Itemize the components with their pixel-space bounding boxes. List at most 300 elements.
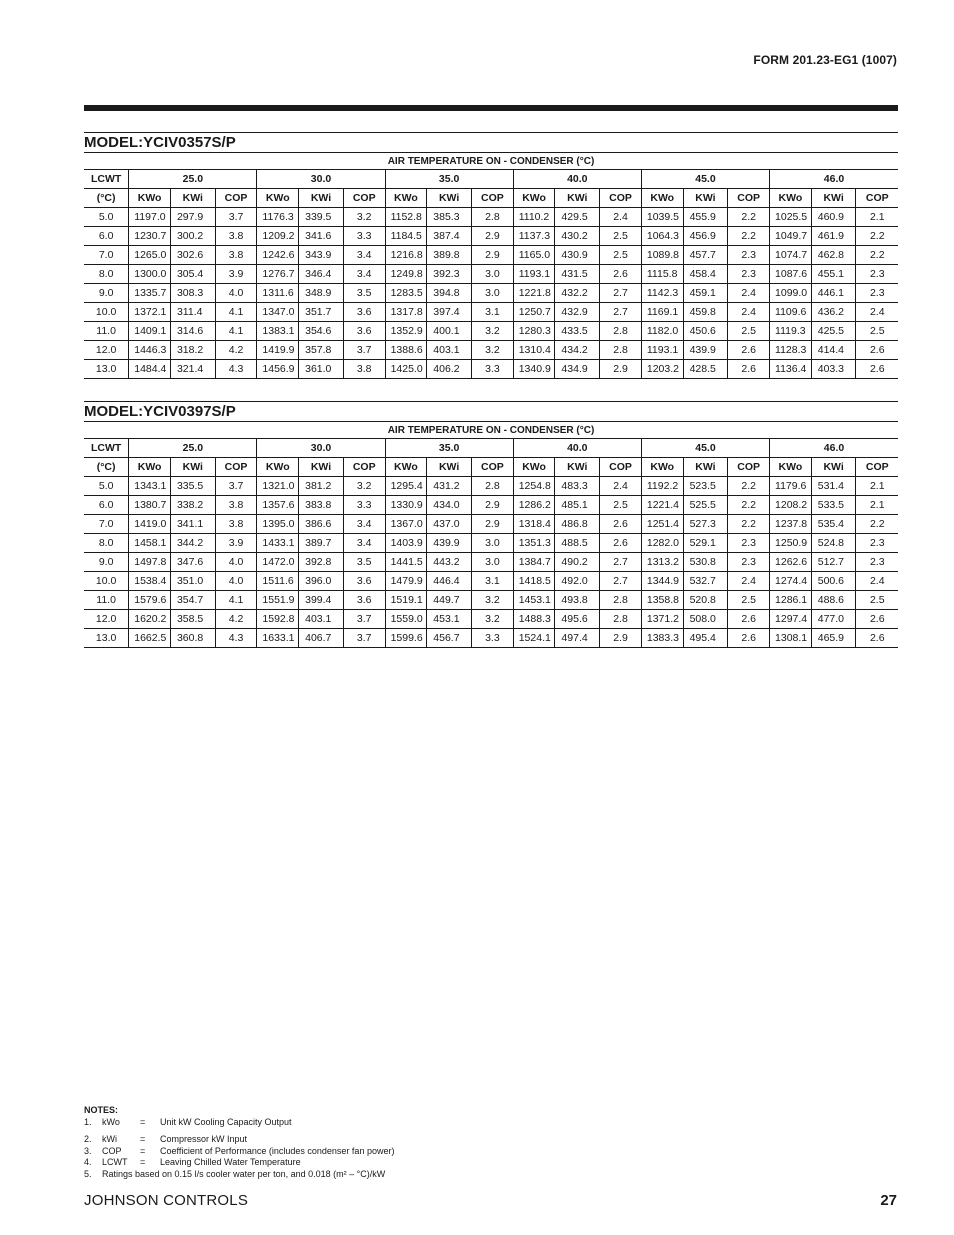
note-number: 4. [84,1157,92,1167]
cop-cell: 3.7 [343,629,385,648]
note-abbreviation: kWo [102,1116,120,1127]
kwi-cell: 348.9 [299,284,344,303]
model-section-1 [84,132,898,379]
kwi-cell: 483.3 [555,477,600,496]
lcwt-cell: 8.0 [84,534,129,553]
cop-header: COP [728,458,770,477]
cop-cell: 2.6 [856,629,898,648]
cop-cell: 2.5 [856,322,898,341]
kwo-cell: 1433.1 [257,534,299,553]
kwo-cell: 1484.4 [129,360,171,379]
air-temperature-header: 25.0 [129,170,257,189]
cop-header: COP [343,458,385,477]
cop-cell: 3.6 [343,303,385,322]
note-equals: = [140,1145,146,1156]
kwo-cell: 1169.1 [641,303,683,322]
cop-cell: 3.8 [215,246,257,265]
kwo-cell: 1458.1 [129,534,171,553]
cop-cell: 2.1 [856,496,898,515]
cop-cell: 3.3 [343,496,385,515]
notes-block [84,1105,394,1180]
kwi-cell: 381.2 [299,477,344,496]
kwo-cell: 1371.2 [641,610,683,629]
kwi-cell: 436.2 [811,303,856,322]
lcwt-cell: 9.0 [84,284,129,303]
cop-cell: 2.3 [728,553,770,572]
kwo-cell: 1115.8 [641,265,683,284]
kwi-cell: 485.1 [555,496,600,515]
kwi-cell: 449.7 [427,591,472,610]
kwi-cell: 354.6 [299,322,344,341]
table-row [84,515,898,534]
kwi-cell: 394.8 [427,284,472,303]
cop-cell: 2.5 [856,591,898,610]
kwo-cell: 1049.7 [770,227,812,246]
kwi-cell: 486.8 [555,515,600,534]
kwo-cell: 1633.1 [257,629,299,648]
cop-cell: 3.0 [472,284,514,303]
kwi-cell: 434.2 [555,341,600,360]
kwi-cell: 488.5 [555,534,600,553]
kwo-cell: 1456.9 [257,360,299,379]
kwo-cell: 1250.7 [513,303,555,322]
kwi-cell: 387.4 [427,227,472,246]
kwi-cell: 358.5 [170,610,215,629]
kwo-cell: 1479.9 [385,572,427,591]
kwi-cell: 458.4 [683,265,728,284]
cop-cell: 3.1 [472,572,514,591]
cop-cell: 3.9 [215,534,257,553]
kwi-cell: 523.5 [683,477,728,496]
kwo-cell: 1109.6 [770,303,812,322]
kwo-cell: 1351.3 [513,534,555,553]
kwi-cell: 497.4 [555,629,600,648]
table-row [84,303,898,322]
cop-cell: 3.7 [215,208,257,227]
kwi-cell: 439.9 [427,534,472,553]
kwi-cell: 532.7 [683,572,728,591]
kwo-cell: 1280.3 [513,322,555,341]
kwi-header: KWi [811,189,856,208]
cop-cell: 4.0 [215,572,257,591]
kwo-header: KWo [770,189,812,208]
kwi-cell: 347.6 [170,553,215,572]
kwi-cell: 351.7 [299,303,344,322]
form-number: FORM 201.23-EG1 (1007) [753,53,897,67]
kwo-cell: 1340.9 [513,360,555,379]
cop-cell: 2.8 [600,341,642,360]
cop-cell: 4.2 [215,341,257,360]
cop-cell: 3.8 [215,227,257,246]
cop-header: COP [856,189,898,208]
note-text: Ratings based on 0.15 l/s cooler water per ton, and 0.018 (m² – °C)/kW [102,1168,386,1179]
kwo-cell: 1025.5 [770,208,812,227]
kwi-cell: 406.7 [299,629,344,648]
model-title: MODEL:YCIV0357S/P [84,132,898,153]
table-row [84,227,898,246]
kwi-cell: 339.5 [299,208,344,227]
kwi-cell: 495.4 [683,629,728,648]
kwi-cell: 392.3 [427,265,472,284]
kwi-cell: 341.6 [299,227,344,246]
kwi-cell: 341.1 [170,515,215,534]
cop-header: COP [472,189,514,208]
cop-cell: 3.6 [343,572,385,591]
table-row [84,629,898,648]
kwi-cell: 493.8 [555,591,600,610]
kwi-cell: 531.4 [811,477,856,496]
air-temperature-header: 46.0 [770,439,898,458]
kwo-cell: 1254.8 [513,477,555,496]
cop-cell: 2.6 [728,341,770,360]
kwi-cell: 360.8 [170,629,215,648]
note-number: 5. [84,1168,92,1179]
kwi-cell: 389.8 [427,246,472,265]
lcwt-cell: 13.0 [84,360,129,379]
kwo-cell: 1511.6 [257,572,299,591]
kwo-cell: 1282.0 [641,534,683,553]
kwo-cell: 1318.4 [513,515,555,534]
note-text: Compressor kW Input [160,1134,248,1144]
kwo-cell: 1152.8 [385,208,427,227]
cop-cell: 3.7 [215,477,257,496]
kwo-cell: 1074.7 [770,246,812,265]
cop-cell: 3.4 [343,265,385,284]
note-equals: = [140,1134,146,1144]
cop-header: COP [215,189,257,208]
note-item [84,1117,394,1129]
kwi-cell: 455.9 [683,208,728,227]
air-temperature-row [84,153,898,170]
kwo-cell: 1344.9 [641,572,683,591]
cop-cell: 4.0 [215,284,257,303]
kwi-cell: 302.6 [170,246,215,265]
kwi-cell: 495.6 [555,610,600,629]
cop-cell: 3.8 [343,360,385,379]
kwo-header: KWo [513,458,555,477]
kwi-cell: 392.8 [299,553,344,572]
cop-header: COP [472,458,514,477]
kwi-cell: 453.1 [427,610,472,629]
kwi-cell: 346.4 [299,265,344,284]
kwo-cell: 1099.0 [770,284,812,303]
cop-header: COP [215,458,257,477]
kwi-cell: 406.2 [427,360,472,379]
kwi-cell: 354.7 [170,591,215,610]
kwo-cell: 1295.4 [385,477,427,496]
kwo-cell: 1330.9 [385,496,427,515]
cop-cell: 2.3 [728,534,770,553]
kwo-cell: 1119.3 [770,322,812,341]
kwo-cell: 1297.4 [770,610,812,629]
note-text: Coefficient of Performance (includes condenser fan power) [160,1145,395,1156]
note-text: Unit kW Cooling Capacity Output [160,1116,292,1127]
kwo-cell: 1197.0 [129,208,171,227]
cop-cell: 2.4 [600,477,642,496]
kwo-header: KWo [385,189,427,208]
cop-cell: 2.4 [600,208,642,227]
lcwt-cell: 8.0 [84,265,129,284]
table-row [84,572,898,591]
cop-cell: 3.4 [343,534,385,553]
lcwt-cell: 6.0 [84,496,129,515]
air-temperature-header: 45.0 [641,439,769,458]
model-title: MODEL:YCIV0397S/P [84,401,898,422]
lcwt-cell: 10.0 [84,572,129,591]
table-row [84,322,898,341]
kwi-cell: 300.2 [170,227,215,246]
lcwt-header: LCWT [84,439,129,458]
kwi-header: KWi [683,189,728,208]
kwi-cell: 403.3 [811,360,856,379]
kwo-cell: 1403.9 [385,534,427,553]
kwi-cell: 520.8 [683,591,728,610]
note-equals: = [140,1116,146,1127]
lcwt-header: LCWT [84,170,129,189]
cop-cell: 3.0 [472,534,514,553]
lcwt-cell: 7.0 [84,515,129,534]
kwi-cell: 400.1 [427,322,472,341]
kwi-header: KWi [427,189,472,208]
kwi-cell: 508.0 [683,610,728,629]
cop-cell: 2.6 [856,360,898,379]
kwo-cell: 1039.5 [641,208,683,227]
kwo-cell: 1347.0 [257,303,299,322]
kwi-cell: 343.9 [299,246,344,265]
cop-cell: 2.3 [856,553,898,572]
air-temperature-header: 25.0 [129,439,257,458]
note-abbreviation: COP [102,1145,122,1156]
kwi-cell: 529.1 [683,534,728,553]
kwo-cell: 1352.9 [385,322,427,341]
note-item [84,1134,394,1146]
kwi-cell: 321.4 [170,360,215,379]
kwi-cell: 456.7 [427,629,472,648]
kwo-cell: 1538.4 [129,572,171,591]
kwo-cell: 1551.9 [257,591,299,610]
kwi-header: KWi [299,189,344,208]
kwi-cell: 525.5 [683,496,728,515]
cop-cell: 2.9 [600,360,642,379]
page-number: 27 [880,1192,897,1209]
kwi-cell: 527.3 [683,515,728,534]
cop-cell: 2.3 [856,534,898,553]
kwo-cell: 1242.6 [257,246,299,265]
kwi-cell: 462.8 [811,246,856,265]
kwo-cell: 1165.0 [513,246,555,265]
lcwt-cell: 5.0 [84,208,129,227]
notes-heading: NOTES: [84,1105,119,1115]
cop-cell: 2.8 [600,591,642,610]
kwo-cell: 1208.2 [770,496,812,515]
kwi-cell: 344.2 [170,534,215,553]
kwo-header: KWo [129,189,171,208]
lcwt-cell: 11.0 [84,322,129,341]
cop-cell: 2.8 [472,477,514,496]
cop-cell: 3.8 [215,515,257,534]
cop-cell: 3.2 [343,477,385,496]
kwo-cell: 1237.8 [770,515,812,534]
cop-cell: 3.9 [215,265,257,284]
kwi-cell: 443.2 [427,553,472,572]
cop-cell: 2.2 [728,477,770,496]
kwo-cell: 1519.1 [385,591,427,610]
kwi-cell: 446.4 [427,572,472,591]
kwi-cell: 361.0 [299,360,344,379]
note-item [84,1146,394,1158]
cop-cell: 4.1 [215,322,257,341]
air-temperature-header: 46.0 [770,170,898,189]
cop-cell: 2.6 [856,341,898,360]
kwi-cell: 383.8 [299,496,344,515]
kwi-cell: 305.4 [170,265,215,284]
kwo-cell: 1216.8 [385,246,427,265]
kwi-header: KWi [683,458,728,477]
column-header-row [84,189,898,208]
kwi-cell: 490.2 [555,553,600,572]
kwo-cell: 1286.2 [513,496,555,515]
kwo-cell: 1310.4 [513,341,555,360]
kwo-cell: 1176.3 [257,208,299,227]
cop-cell: 3.8 [215,496,257,515]
kwi-cell: 428.5 [683,360,728,379]
kwi-cell: 308.3 [170,284,215,303]
kwo-cell: 1343.1 [129,477,171,496]
unit-header: (°C) [84,458,129,477]
kwo-cell: 1221.4 [641,496,683,515]
kwo-cell: 1087.6 [770,265,812,284]
kwi-cell: 403.1 [299,610,344,629]
kwi-cell: 429.5 [555,208,600,227]
note-number: 2. [84,1134,92,1144]
kwi-header: KWi [170,189,215,208]
cop-cell: 2.8 [600,322,642,341]
kwo-cell: 1089.8 [641,246,683,265]
air-temperature-header: 35.0 [385,439,513,458]
kwo-cell: 1418.5 [513,572,555,591]
cop-cell: 3.6 [343,591,385,610]
cop-cell: 2.2 [728,227,770,246]
kwo-cell: 1209.2 [257,227,299,246]
kwi-header: KWi [427,458,472,477]
kwi-cell: 311.4 [170,303,215,322]
lcwt-cell: 13.0 [84,629,129,648]
cop-header: COP [600,458,642,477]
kwo-cell: 1579.6 [129,591,171,610]
kwi-cell: 492.0 [555,572,600,591]
kwo-cell: 1128.3 [770,341,812,360]
kwo-cell: 1453.1 [513,591,555,610]
kwo-header: KWo [129,458,171,477]
lcwt-cell: 6.0 [84,227,129,246]
cop-cell: 3.2 [472,591,514,610]
kwo-header: KWo [770,458,812,477]
cop-cell: 3.0 [472,265,514,284]
cop-cell: 2.7 [600,284,642,303]
cop-cell: 3.0 [472,553,514,572]
note-number: 3. [84,1145,92,1156]
cop-cell: 2.7 [600,572,642,591]
kwo-header: KWo [641,458,683,477]
note-item [84,1157,394,1169]
cop-cell: 2.4 [856,303,898,322]
cop-cell: 2.5 [600,496,642,515]
cop-cell: 3.6 [343,322,385,341]
table-row [84,246,898,265]
kwo-cell: 1203.2 [641,360,683,379]
air-temperature-row [84,422,898,439]
kwo-cell: 1372.1 [129,303,171,322]
cop-cell: 2.7 [600,553,642,572]
kwo-cell: 1383.1 [257,322,299,341]
kwi-cell: 459.8 [683,303,728,322]
kwi-cell: 439.9 [683,341,728,360]
kwo-cell: 1592.8 [257,610,299,629]
kwo-cell: 1524.1 [513,629,555,648]
kwi-cell: 434.9 [555,360,600,379]
kwo-cell: 1620.2 [129,610,171,629]
table-row [84,341,898,360]
kwo-cell: 1182.0 [641,322,683,341]
cop-cell: 2.5 [728,322,770,341]
cop-header: COP [728,189,770,208]
table-row [84,360,898,379]
cop-cell: 2.4 [728,572,770,591]
cop-cell: 3.5 [343,553,385,572]
kwi-cell: 455.1 [811,265,856,284]
kwo-cell: 1230.7 [129,227,171,246]
note-abbreviation: LCWT [102,1157,128,1167]
kwo-cell: 1142.3 [641,284,683,303]
kwi-cell: 457.7 [683,246,728,265]
lcwt-cell: 7.0 [84,246,129,265]
cop-cell: 2.8 [472,208,514,227]
cop-header: COP [343,189,385,208]
kwo-cell: 1599.6 [385,629,427,648]
kwo-cell: 1335.7 [129,284,171,303]
kwo-cell: 1250.9 [770,534,812,553]
cop-cell: 2.3 [728,265,770,284]
kwo-cell: 1136.4 [770,360,812,379]
cop-cell: 3.4 [343,515,385,534]
air-temperature-header: 30.0 [257,439,385,458]
kwo-cell: 1357.6 [257,496,299,515]
note-equals: = [140,1157,146,1167]
kwi-cell: 397.4 [427,303,472,322]
table-row [84,534,898,553]
cop-cell: 3.2 [472,341,514,360]
kwo-cell: 1283.5 [385,284,427,303]
kwo-header: KWo [257,458,299,477]
kwo-cell: 1184.5 [385,227,427,246]
kwi-cell: 465.9 [811,629,856,648]
table-row [84,265,898,284]
kwi-cell: 434.0 [427,496,472,515]
cop-cell: 2.2 [728,496,770,515]
cop-cell: 2.9 [472,496,514,515]
cop-cell: 3.2 [472,610,514,629]
cop-cell: 2.6 [728,629,770,648]
kwo-cell: 1441.5 [385,553,427,572]
lcwt-cell: 11.0 [84,591,129,610]
kwi-cell: 414.4 [811,341,856,360]
air-temperature-header: 45.0 [641,170,769,189]
kwo-cell: 1276.7 [257,265,299,284]
kwi-cell: 477.0 [811,610,856,629]
cop-cell: 2.6 [728,360,770,379]
kwi-header: KWi [555,189,600,208]
table-row [84,208,898,227]
